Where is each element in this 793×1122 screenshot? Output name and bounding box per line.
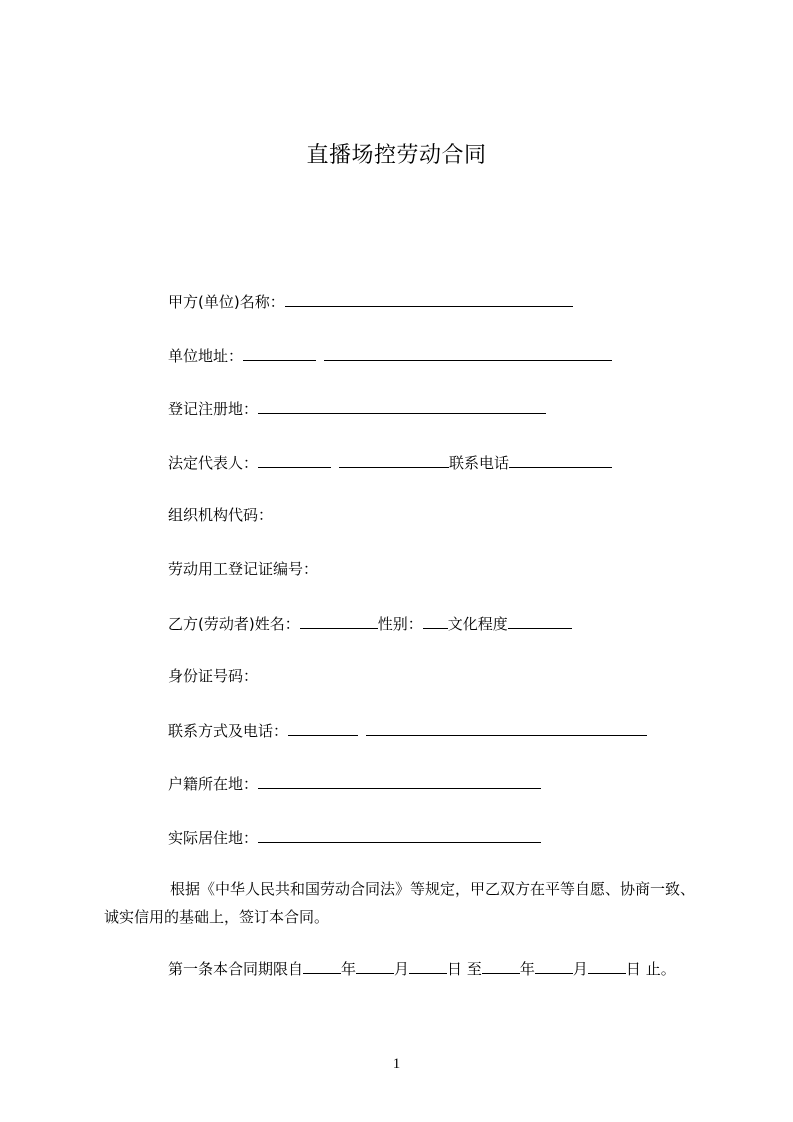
actual-residence-label: 实际居住地： — [168, 829, 259, 847]
legal-rep-blank-2[interactable] — [339, 451, 449, 468]
start-day-label: 日 — [447, 960, 463, 978]
gender-label: 性别： — [377, 615, 423, 633]
start-day-blank[interactable] — [409, 957, 447, 974]
unit-address-blank-1[interactable] — [243, 344, 316, 361]
actual-residence-row — [168, 826, 541, 848]
article-one-lead: 第一条本合同期限自 — [168, 960, 304, 978]
unit-address-row — [168, 344, 612, 366]
contact-phone-label: 联系电话 — [449, 454, 510, 472]
party-b-name-label: 乙方(劳动者)姓名： — [168, 615, 300, 633]
article-one-row — [168, 957, 676, 980]
end-day-label: 日 — [625, 960, 641, 978]
end-month-blank[interactable] — [535, 957, 573, 974]
actual-residence-blank[interactable] — [258, 826, 541, 843]
labor-cert-label: 劳动用工登记证编号： — [168, 560, 319, 578]
household-registration-blank[interactable] — [258, 772, 541, 789]
party-a-name-row — [168, 290, 573, 312]
document-title: 直播场控劳动合同 — [306, 143, 487, 168]
contact-method-row — [168, 719, 647, 741]
start-year-label: 年 — [341, 960, 357, 978]
to-label: 至 — [466, 960, 482, 978]
gender-blank[interactable] — [423, 612, 448, 629]
start-month-blank[interactable] — [356, 957, 394, 974]
party-a-name-blank[interactable] — [285, 290, 573, 307]
party-b-name-blank[interactable] — [300, 612, 378, 629]
page-number: 1 — [392, 1056, 401, 1072]
end-month-label: 月 — [572, 960, 588, 978]
unit-address-blank-2[interactable] — [324, 344, 612, 361]
legal-rep-label: 法定代表人： — [168, 454, 259, 472]
registration-place-blank[interactable] — [258, 397, 546, 414]
start-year-blank[interactable] — [303, 957, 341, 974]
end-year-label: 年 — [519, 960, 535, 978]
legal-rep-row — [168, 451, 612, 473]
intro-paragraph-text: 根据《中华人民共和国劳动合同法》等规定，甲乙双方在平等自愿、协商一致、诚实信用的基础上，签订本合同。 — [104, 880, 696, 926]
legal-rep-blank[interactable] — [258, 451, 331, 468]
party-b-name-row — [168, 612, 572, 634]
org-code-row — [168, 504, 273, 526]
education-label: 文化程度 — [447, 615, 508, 633]
end-label: 止。 — [645, 960, 676, 978]
contact-method-blank-1[interactable] — [288, 719, 358, 736]
intro-paragraph — [104, 875, 709, 931]
household-registration-label: 户籍所在地： — [168, 775, 259, 793]
end-year-blank[interactable] — [482, 957, 520, 974]
contact-method-blank-2[interactable] — [366, 719, 647, 736]
registration-place-label: 登记注册地： — [168, 400, 259, 418]
id-number-row — [168, 665, 258, 687]
org-code-label: 组织机构代码： — [168, 506, 274, 524]
household-registration-row — [168, 772, 541, 794]
contact-method-label: 联系方式及电话： — [168, 722, 289, 740]
registration-place-row — [168, 397, 546, 419]
contact-phone-blank[interactable] — [509, 451, 612, 468]
party-a-name-label: 甲方(单位)名称： — [168, 293, 285, 311]
start-month-label: 月 — [394, 960, 410, 978]
education-blank[interactable] — [508, 612, 572, 629]
id-number-label: 身份证号码： — [168, 667, 259, 685]
end-day-blank[interactable] — [588, 957, 626, 974]
labor-cert-row — [168, 558, 318, 580]
unit-address-label: 单位地址： — [168, 347, 244, 365]
